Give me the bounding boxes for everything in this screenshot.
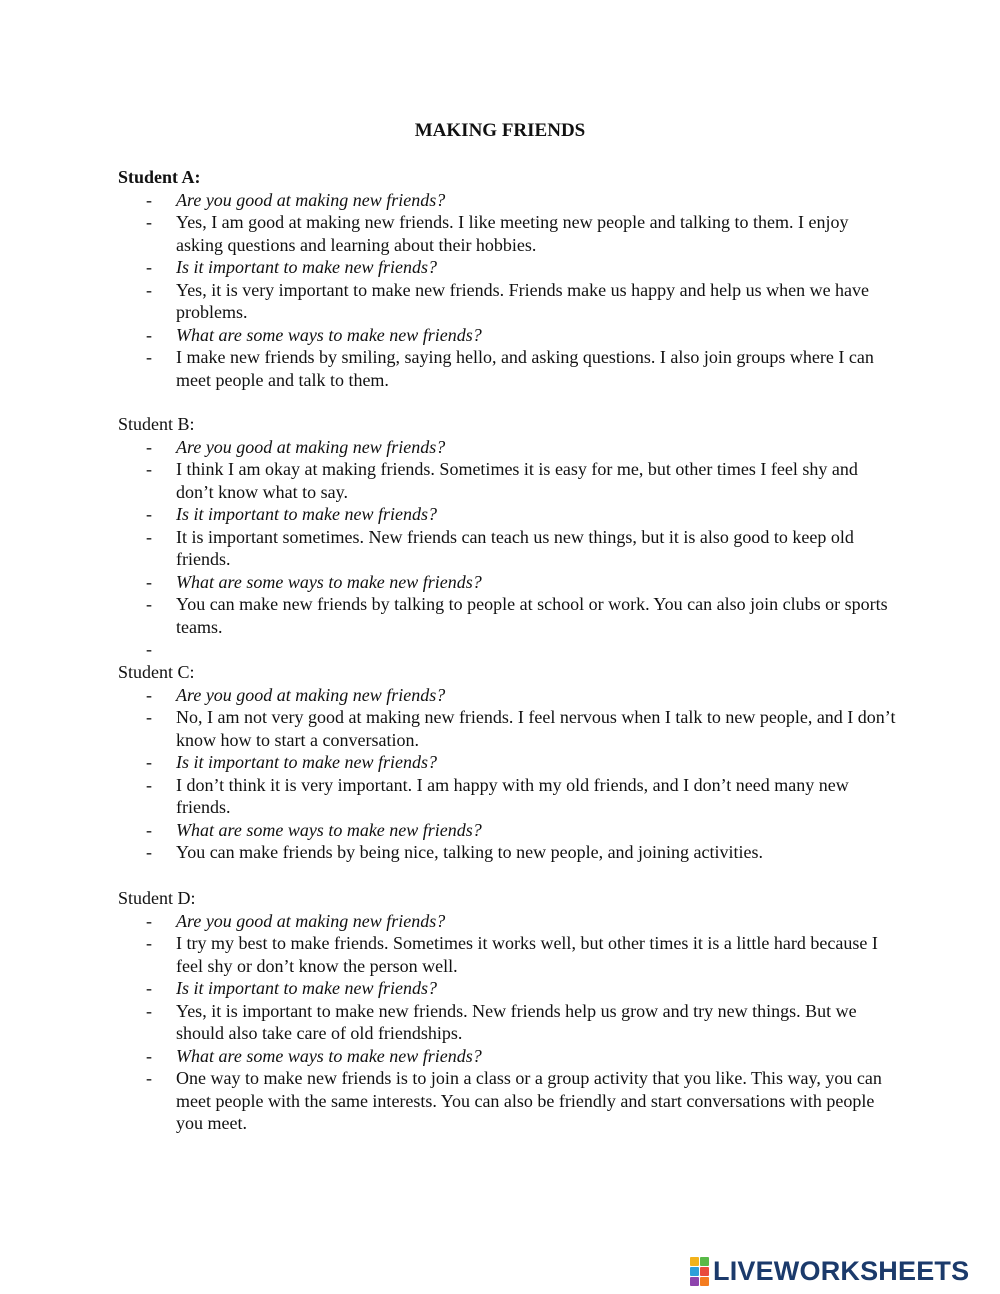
question-item: - Is it important to make new friends? xyxy=(146,504,437,524)
question-item: - What are some ways to make new friends? xyxy=(146,819,482,840)
liveworksheets-logo[interactable] xyxy=(690,1256,969,1286)
question-item: - What are some ways to make new friends? xyxy=(146,324,482,345)
answer-item: - You can make new friends by talking to people at school or work. You can also join clubs or sports teams. xyxy=(146,594,888,637)
answer-item: - No, I am not very good at making new friends. I feel nervous when I talk to new people, and I don’t know how to start a conversation. xyxy=(146,707,896,750)
logo-mark-tile xyxy=(700,1257,709,1266)
question-item: - Is it important to make new friends? xyxy=(146,752,437,772)
student-heading: Student B: xyxy=(118,414,195,434)
answer-item: - I make new friends by smiling, saying hello, and asking questions. I also join groups where I can meet people and talk to them. xyxy=(146,347,874,390)
question-item: - Are you good at making new friends? xyxy=(146,436,446,457)
answer-item: - Yes, it is very important to make new friends. Friends make us happy and help us when we have problems. xyxy=(146,279,870,322)
logo-mark-tile xyxy=(700,1267,709,1276)
answer-item: - I try my best to make friends. Sometimes it works well, but other times it is a little hard because I feel shy or don’t know the person well. xyxy=(146,933,878,976)
answer-item: - Yes, it is important to make new friends. New friends help us grow and try new things. But we should also take care of old friendships. xyxy=(146,1000,857,1043)
student-b-section xyxy=(118,413,898,661)
question-item: - Are you good at making new friends? xyxy=(146,684,446,705)
question-item: - Is it important to make new friends? xyxy=(146,257,437,277)
student-d-section xyxy=(118,887,898,1135)
student-c-section xyxy=(118,661,898,864)
student-heading: Student C: xyxy=(118,662,195,682)
student-heading: Student D: xyxy=(118,888,196,908)
logo-mark-icon xyxy=(690,1257,709,1286)
answer-item: - I don’t think it is very important. I am happy with my old friends, and I don’t need many new friends. xyxy=(146,774,849,817)
student-a-section xyxy=(118,166,898,391)
student-heading: Student A: xyxy=(118,167,201,187)
question-item: - Are you good at making new friends? xyxy=(146,910,446,931)
question-item: - What are some ways to make new friends? xyxy=(146,571,482,592)
question-item: - What are some ways to make new friends? xyxy=(146,1045,482,1066)
answer-item: - I think I am okay at making friends. Sometimes it is easy for me, but other times I feel shy and don’t know what to say. xyxy=(146,459,858,502)
logo-mark-tile xyxy=(690,1277,699,1286)
answer-item: - You can make friends by being nice, talking to new people, and joining activities. xyxy=(146,842,764,862)
answer-item: - It is important sometimes. New friends can teach us new things, but it is also good to keep old friends. xyxy=(146,526,854,569)
logo-mark-tile xyxy=(690,1257,699,1266)
answer-item: - Yes, I am good at making new friends. I like meeting new people and talking to them. I enjoy asking questions and learning about their hobbies. xyxy=(146,212,849,255)
question-item: - Are you good at making new friends? xyxy=(146,189,446,210)
empty-list-item: - xyxy=(146,639,152,659)
logo-mark-tile xyxy=(700,1277,709,1286)
page-title: MAKING FRIENDS xyxy=(414,120,586,141)
answer-item: - One way to make new friends is to join a class or a group activity that you like. This way, you can meet people with the same interests. You can also be friendly and start conversations with people you meet. xyxy=(146,1068,882,1133)
logo-mark-tile xyxy=(690,1267,699,1276)
logo-text: LIVEWORKSHEETS xyxy=(713,1256,970,1286)
question-item: - Is it important to make new friends? xyxy=(146,978,437,998)
